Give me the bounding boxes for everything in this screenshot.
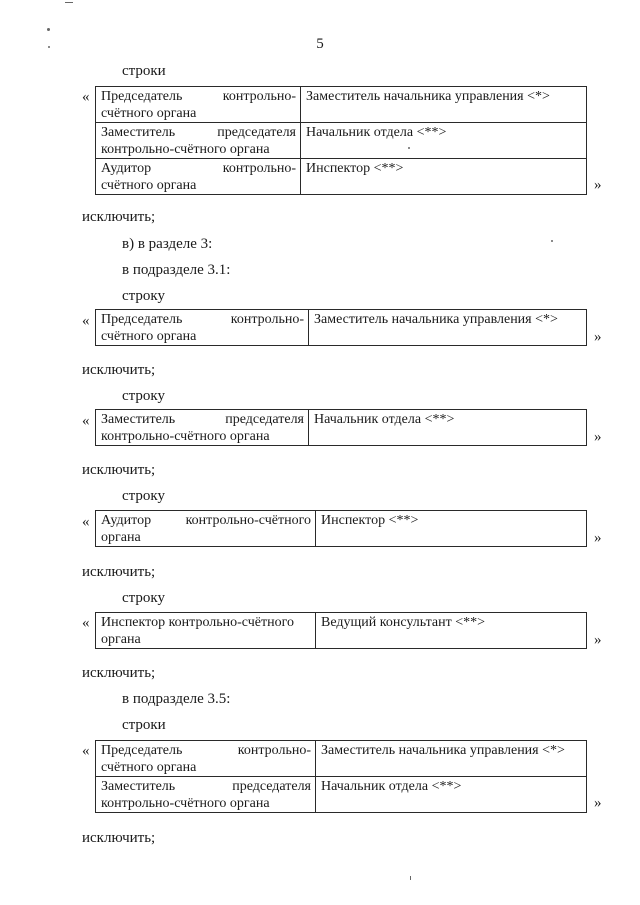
table-row <box>96 777 587 813</box>
table-row <box>96 511 587 547</box>
table-cell: Председатель контрольно- счётного органа <box>96 741 316 777</box>
open-quote: « <box>82 413 90 429</box>
position-table-2 <box>95 309 587 346</box>
table-cell: Начальник отдела <**> <box>316 777 587 813</box>
text-isklyuchit: исключить; <box>82 830 156 846</box>
table-cell: Заместитель председателя контрольно-счётного органа <box>96 410 309 446</box>
table-cell: Аудитор контрольно- счётного органа <box>96 159 301 195</box>
text-isklyuchit: исключить; <box>82 665 156 681</box>
text-isklyuchit: исключить; <box>82 462 156 478</box>
table-row <box>96 159 587 195</box>
close-quote: » <box>594 329 602 345</box>
open-quote: « <box>82 313 90 329</box>
open-quote: « <box>82 89 90 105</box>
table-cell: Ведущий консультант <**> <box>316 613 587 649</box>
close-quote: » <box>594 795 602 811</box>
table-cell: Заместитель председателя контрольно-счётного органа <box>96 123 301 159</box>
close-quote: » <box>594 429 602 445</box>
table-cell: Инспектор контрольно-счётного органа <box>96 613 316 649</box>
table-cell: Заместитель начальника управления <*> <box>301 87 587 123</box>
close-quote: » <box>594 632 602 648</box>
position-table-3 <box>95 409 587 446</box>
text-podrazdel-3-1: в подразделе 3.1: <box>122 262 231 278</box>
position-table-1 <box>95 86 587 195</box>
text-razdel-3: в) в разделе 3: <box>122 236 213 252</box>
open-quote: « <box>82 743 90 759</box>
table-cell: Инспектор <**> <box>316 511 587 547</box>
text-stroki: строки <box>122 63 166 79</box>
close-quote: » <box>594 530 602 546</box>
text-stroku: строку <box>122 288 165 304</box>
close-quote: » <box>594 177 602 193</box>
table-cell: Начальник отдела <**> <box>301 123 587 159</box>
table-cell: Заместитель начальника управления <*> <box>316 741 587 777</box>
table-cell: Председатель контрольно- счётного органа <box>96 87 301 123</box>
table-row <box>96 87 587 123</box>
position-table-4 <box>95 510 587 547</box>
text-stroku: строку <box>122 590 165 606</box>
table-row <box>96 613 587 649</box>
open-quote: « <box>82 514 90 530</box>
table-row <box>96 410 587 446</box>
position-table-5 <box>95 612 587 649</box>
table-cell: Аудитор контрольно-счётного органа <box>96 511 316 547</box>
table-cell: Председатель контрольно- счётного органа <box>96 310 309 346</box>
table-row <box>96 123 587 159</box>
table-cell: Инспектор <**> <box>301 159 587 195</box>
text-stroku: строку <box>122 488 165 504</box>
page-number: 5 <box>316 36 324 52</box>
text-stroku: строку <box>122 388 165 404</box>
open-quote: « <box>82 615 90 631</box>
table-cell: Начальник отдела <**> <box>309 410 587 446</box>
table-cell: Заместитель председателя контрольно-счётного органа <box>96 777 316 813</box>
table-row <box>96 741 587 777</box>
text-isklyuchit: исключить; <box>82 209 156 225</box>
table-row <box>96 310 587 346</box>
text-isklyuchit: исключить; <box>82 564 156 580</box>
position-table-6 <box>95 740 587 813</box>
text-podrazdel-3-5: в подразделе 3.5: <box>122 691 231 707</box>
text-isklyuchit: исключить; <box>82 362 156 378</box>
text-stroki: строки <box>122 717 166 733</box>
table-cell: Заместитель начальника управления <*> <box>309 310 587 346</box>
